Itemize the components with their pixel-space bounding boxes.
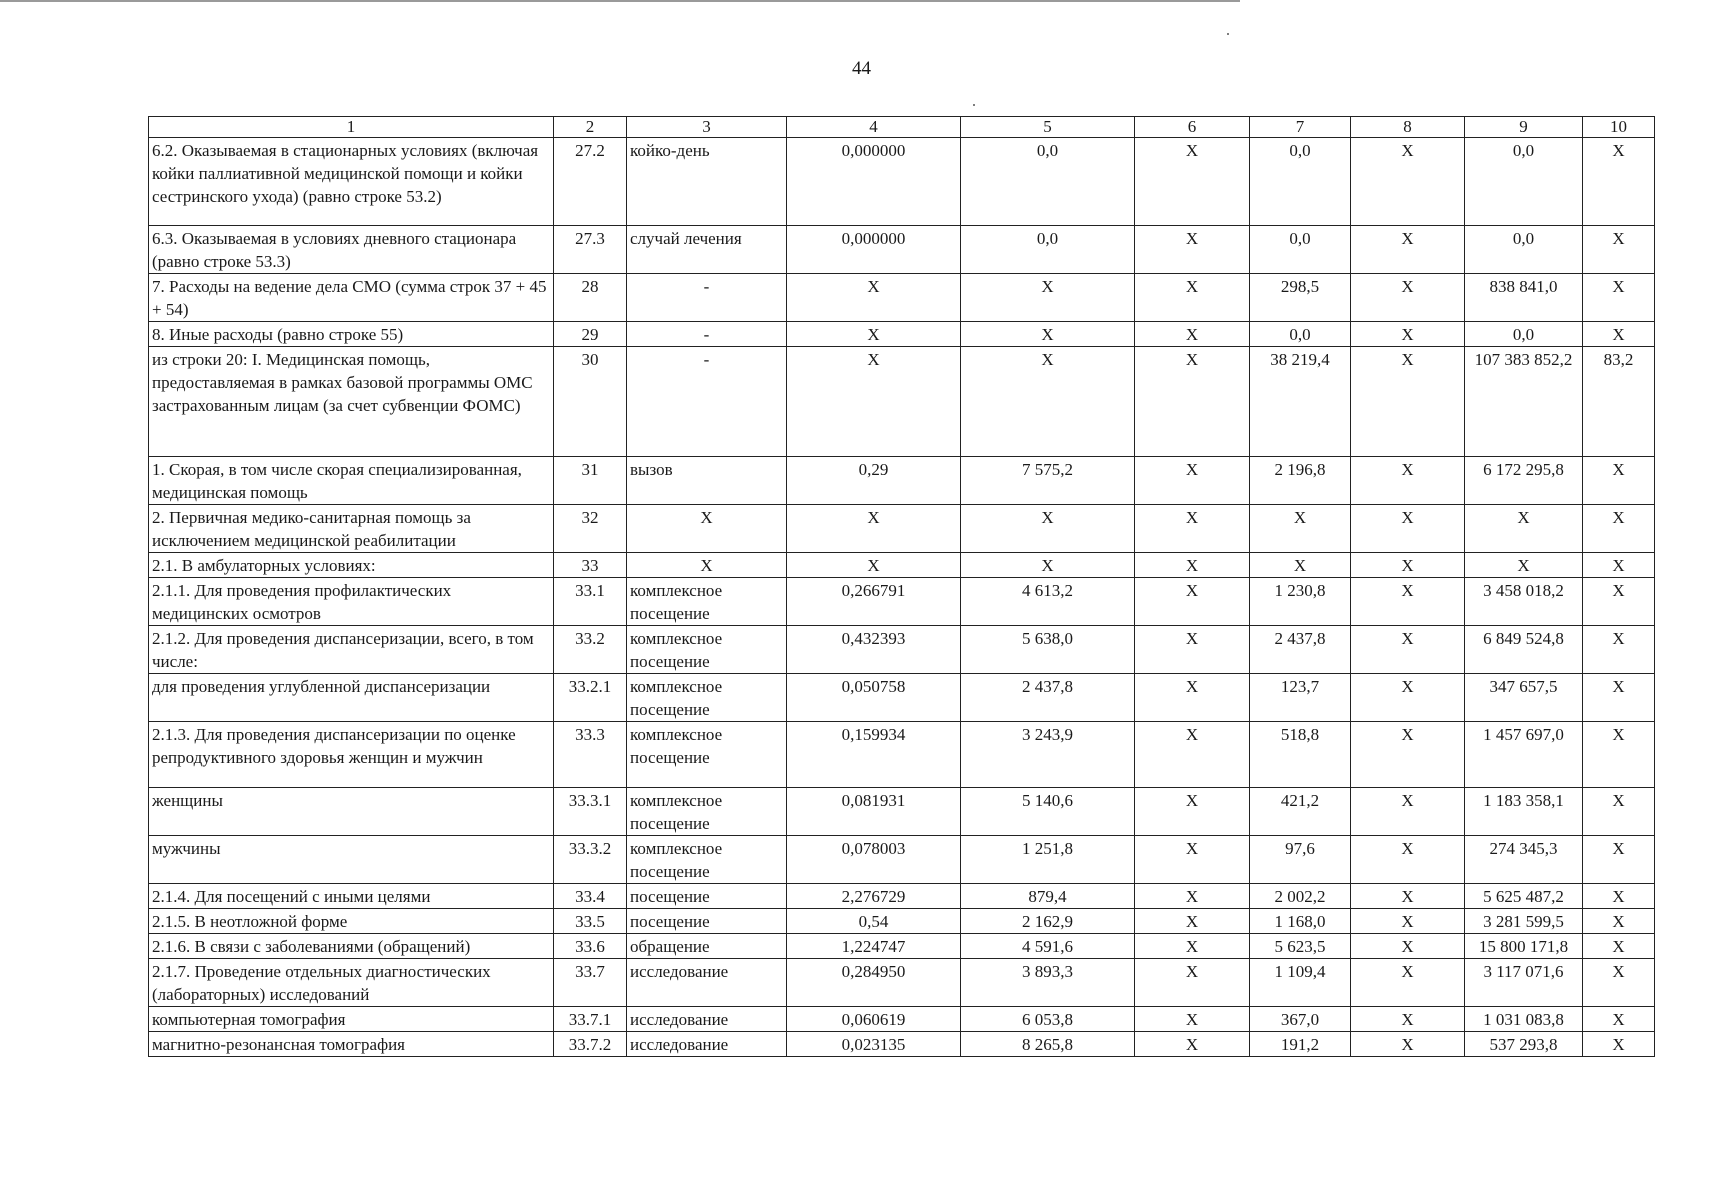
table-row <box>149 578 1655 626</box>
per-capita: 1 109,4 <box>1250 959 1351 1007</box>
cost-per-unit: X <box>961 322 1135 347</box>
unit: X <box>627 505 787 553</box>
col-8: X <box>1351 626 1465 674</box>
column-number: 8 <box>1351 117 1465 138</box>
col-6: X <box>1135 347 1250 457</box>
share-percent: X <box>1583 1032 1655 1057</box>
row-code: 33.2.1 <box>554 674 627 722</box>
row-code: 33.7.2 <box>554 1032 627 1057</box>
per-capita: 518,8 <box>1250 722 1351 788</box>
col-6: X <box>1135 836 1250 884</box>
row-label: 2.1.5. В неотложной форме <box>149 909 554 934</box>
unit: - <box>627 347 787 457</box>
per-capita: X <box>1250 505 1351 553</box>
col-6: X <box>1135 578 1250 626</box>
total-amount: 0,0 <box>1465 322 1583 347</box>
total-amount: 5 625 487,2 <box>1465 884 1583 909</box>
unit: комплексное посещение <box>627 836 787 884</box>
norm-value: X <box>787 553 961 578</box>
col-6: X <box>1135 553 1250 578</box>
column-number: 3 <box>627 117 787 138</box>
col-8: X <box>1351 457 1465 505</box>
unit: комплексное посещение <box>627 578 787 626</box>
total-amount: 6 172 295,8 <box>1465 457 1583 505</box>
share-percent: X <box>1583 722 1655 788</box>
norm-value: X <box>787 322 961 347</box>
cost-per-unit: X <box>961 553 1135 578</box>
column-number: 10 <box>1583 117 1655 138</box>
share-percent: X <box>1583 553 1655 578</box>
col-8: X <box>1351 959 1465 1007</box>
share-percent: X <box>1583 274 1655 322</box>
table-row <box>149 553 1655 578</box>
unit: исследование <box>627 1007 787 1032</box>
total-amount: X <box>1465 553 1583 578</box>
per-capita: 2 437,8 <box>1250 626 1351 674</box>
norm-value: 0,081931 <box>787 788 961 836</box>
cost-per-unit: 0,0 <box>961 226 1135 274</box>
row-label: 1. Скорая, в том числе скорая специализированная, медицинская помощь <box>149 457 554 505</box>
row-label: из строки 20: I. Медицинская помощь, предоставляемая в рамках базовой программы ОМС застрахованным лицам (за счет субвенции ФОМС) <box>149 347 554 457</box>
per-capita: 298,5 <box>1250 274 1351 322</box>
per-capita: 191,2 <box>1250 1032 1351 1057</box>
col-8: X <box>1351 934 1465 959</box>
row-code: 33.5 <box>554 909 627 934</box>
norm-value: X <box>787 505 961 553</box>
table-row <box>149 674 1655 722</box>
total-amount: 1 457 697,0 <box>1465 722 1583 788</box>
row-label: 2.1.2. Для проведения диспансеризации, всего, в том числе: <box>149 626 554 674</box>
norm-value: 0,050758 <box>787 674 961 722</box>
col-6: X <box>1135 626 1250 674</box>
table-row <box>149 909 1655 934</box>
scan-speck <box>1227 33 1229 35</box>
row-code: 27.2 <box>554 138 627 226</box>
table-row <box>149 959 1655 1007</box>
unit: исследование <box>627 1032 787 1057</box>
total-amount: 0,0 <box>1465 226 1583 274</box>
row-label: 2.1.4. Для посещений с иными целями <box>149 884 554 909</box>
unit: вызов <box>627 457 787 505</box>
table-row <box>149 322 1655 347</box>
row-code: 31 <box>554 457 627 505</box>
row-label: 2.1.3. Для проведения диспансеризации по оценке репродуктивного здоровья женщин и мужчин <box>149 722 554 788</box>
total-amount: 3 458 018,2 <box>1465 578 1583 626</box>
norm-value: 0,000000 <box>787 226 961 274</box>
norm-value: X <box>787 274 961 322</box>
table-row <box>149 274 1655 322</box>
share-percent: X <box>1583 788 1655 836</box>
col-8: X <box>1351 722 1465 788</box>
unit: койко-день <box>627 138 787 226</box>
table-row <box>149 788 1655 836</box>
share-percent: X <box>1583 578 1655 626</box>
share-percent: X <box>1583 884 1655 909</box>
norm-value: 0,023135 <box>787 1032 961 1057</box>
per-capita: 367,0 <box>1250 1007 1351 1032</box>
col-8: X <box>1351 1007 1465 1032</box>
column-number: 9 <box>1465 117 1583 138</box>
norm-value: 2,276729 <box>787 884 961 909</box>
col-8: X <box>1351 578 1465 626</box>
col-6: X <box>1135 674 1250 722</box>
norm-value: 0,159934 <box>787 722 961 788</box>
unit: исследование <box>627 959 787 1007</box>
column-number: 2 <box>554 117 627 138</box>
unit: - <box>627 274 787 322</box>
column-number: 7 <box>1250 117 1351 138</box>
per-capita: 2 196,8 <box>1250 457 1351 505</box>
row-code: 33.4 <box>554 884 627 909</box>
norm-value: X <box>787 347 961 457</box>
row-label: мужчины <box>149 836 554 884</box>
col-6: X <box>1135 722 1250 788</box>
norm-value: 0,284950 <box>787 959 961 1007</box>
cost-per-unit: X <box>961 347 1135 457</box>
column-number: 5 <box>961 117 1135 138</box>
data-table <box>148 116 1655 1057</box>
norm-value: 0,432393 <box>787 626 961 674</box>
norm-value: 1,224747 <box>787 934 961 959</box>
total-amount: 3 117 071,6 <box>1465 959 1583 1007</box>
col-8: X <box>1351 836 1465 884</box>
col-6: X <box>1135 934 1250 959</box>
per-capita: 97,6 <box>1250 836 1351 884</box>
total-amount: 347 657,5 <box>1465 674 1583 722</box>
share-percent: X <box>1583 959 1655 1007</box>
total-amount: 107 383 852,2 <box>1465 347 1583 457</box>
col-8: X <box>1351 1032 1465 1057</box>
col-6: X <box>1135 457 1250 505</box>
total-amount: 1 183 358,1 <box>1465 788 1583 836</box>
row-label: 2. Первичная медико-санитарная помощь за исключением медицинской реабилитации <box>149 505 554 553</box>
unit: посещение <box>627 909 787 934</box>
norm-value: 0,078003 <box>787 836 961 884</box>
unit: обращение <box>627 934 787 959</box>
table-row <box>149 138 1655 226</box>
col-8: X <box>1351 884 1465 909</box>
col-6: X <box>1135 138 1250 226</box>
row-code: 33 <box>554 553 627 578</box>
cost-per-unit: 0,0 <box>961 138 1135 226</box>
cost-per-unit: X <box>961 274 1135 322</box>
col-6: X <box>1135 788 1250 836</box>
col-8: X <box>1351 322 1465 347</box>
norm-value: 0,29 <box>787 457 961 505</box>
row-code: 32 <box>554 505 627 553</box>
unit: комплексное посещение <box>627 674 787 722</box>
per-capita: 5 623,5 <box>1250 934 1351 959</box>
row-label: 7. Расходы на ведение дела СМО (сумма строк 37 + 45 + 54) <box>149 274 554 322</box>
share-percent: X <box>1583 626 1655 674</box>
row-code: 33.3.2 <box>554 836 627 884</box>
cost-per-unit: 7 575,2 <box>961 457 1135 505</box>
col-6: X <box>1135 1032 1250 1057</box>
norm-value: 0,266791 <box>787 578 961 626</box>
total-amount: 838 841,0 <box>1465 274 1583 322</box>
row-code: 33.2 <box>554 626 627 674</box>
table-row <box>149 457 1655 505</box>
row-code: 33.3.1 <box>554 788 627 836</box>
share-percent: X <box>1583 457 1655 505</box>
per-capita: 0,0 <box>1250 322 1351 347</box>
unit: случай лечения <box>627 226 787 274</box>
total-amount: 537 293,8 <box>1465 1032 1583 1057</box>
column-number: 1 <box>149 117 554 138</box>
per-capita: 0,0 <box>1250 226 1351 274</box>
per-capita: 2 002,2 <box>1250 884 1351 909</box>
table-row <box>149 836 1655 884</box>
table-row <box>149 934 1655 959</box>
col-6: X <box>1135 1007 1250 1032</box>
row-code: 33.7.1 <box>554 1007 627 1032</box>
row-code: 33.3 <box>554 722 627 788</box>
row-label: 8. Иные расходы (равно строке 55) <box>149 322 554 347</box>
col-8: X <box>1351 788 1465 836</box>
per-capita: 1 230,8 <box>1250 578 1351 626</box>
share-percent: X <box>1583 934 1655 959</box>
table-row <box>149 1032 1655 1057</box>
col-8: X <box>1351 274 1465 322</box>
table-row <box>149 226 1655 274</box>
share-percent: 83,2 <box>1583 347 1655 457</box>
col-6: X <box>1135 274 1250 322</box>
per-capita: X <box>1250 553 1351 578</box>
table-row <box>149 505 1655 553</box>
cost-per-unit: 1 251,8 <box>961 836 1135 884</box>
table-row <box>149 1007 1655 1032</box>
cost-per-unit: 5 638,0 <box>961 626 1135 674</box>
row-code: 28 <box>554 274 627 322</box>
table-row <box>149 626 1655 674</box>
share-percent: X <box>1583 674 1655 722</box>
cost-per-unit: 2 162,9 <box>961 909 1135 934</box>
table-row <box>149 722 1655 788</box>
table-row <box>149 884 1655 909</box>
norm-value: 0,060619 <box>787 1007 961 1032</box>
cost-per-unit: 5 140,6 <box>961 788 1135 836</box>
total-amount: 6 849 524,8 <box>1465 626 1583 674</box>
share-percent: X <box>1583 1007 1655 1032</box>
cost-per-unit: 8 265,8 <box>961 1032 1135 1057</box>
cost-per-unit: X <box>961 505 1135 553</box>
col-6: X <box>1135 884 1250 909</box>
unit: комплексное посещение <box>627 626 787 674</box>
col-6: X <box>1135 959 1250 1007</box>
column-number: 6 <box>1135 117 1250 138</box>
row-label: 6.3. Оказываемая в условиях дневного стационара (равно строке 53.3) <box>149 226 554 274</box>
col-8: X <box>1351 909 1465 934</box>
col-8: X <box>1351 674 1465 722</box>
share-percent: X <box>1583 138 1655 226</box>
row-label: 2.1.1. Для проведения профилактических медицинских осмотров <box>149 578 554 626</box>
total-amount: 3 281 599,5 <box>1465 909 1583 934</box>
row-label: компьютерная томография <box>149 1007 554 1032</box>
page-number: 44 <box>852 58 871 79</box>
total-amount: 274 345,3 <box>1465 836 1583 884</box>
norm-value: 0,54 <box>787 909 961 934</box>
col-6: X <box>1135 505 1250 553</box>
share-percent: X <box>1583 226 1655 274</box>
total-amount: 15 800 171,8 <box>1465 934 1583 959</box>
row-code: 29 <box>554 322 627 347</box>
share-percent: X <box>1583 909 1655 934</box>
unit: - <box>627 322 787 347</box>
per-capita: 38 219,4 <box>1250 347 1351 457</box>
row-code: 33.1 <box>554 578 627 626</box>
row-label: магнитно-резонансная томография <box>149 1032 554 1057</box>
row-code: 30 <box>554 347 627 457</box>
row-label: 2.1. В амбулаторных условиях: <box>149 553 554 578</box>
scan-top-edge <box>0 0 1240 2</box>
per-capita: 1 168,0 <box>1250 909 1351 934</box>
share-percent: X <box>1583 836 1655 884</box>
table-row <box>149 347 1655 457</box>
col-6: X <box>1135 322 1250 347</box>
col-6: X <box>1135 909 1250 934</box>
col-8: X <box>1351 226 1465 274</box>
cost-per-unit: 6 053,8 <box>961 1007 1135 1032</box>
row-label: 6.2. Оказываемая в стационарных условиях (включая койки паллиативной медицинской помощи и койки сестринского ухода) (равно строке 53.2) <box>149 138 554 226</box>
cost-per-unit: 4 613,2 <box>961 578 1135 626</box>
col-8: X <box>1351 553 1465 578</box>
unit: комплексное посещение <box>627 722 787 788</box>
row-code: 33.6 <box>554 934 627 959</box>
per-capita: 123,7 <box>1250 674 1351 722</box>
per-capita: 421,2 <box>1250 788 1351 836</box>
row-label: для проведения углубленной диспансеризации <box>149 674 554 722</box>
cost-per-unit: 879,4 <box>961 884 1135 909</box>
col-8: X <box>1351 505 1465 553</box>
column-number: 4 <box>787 117 961 138</box>
row-code: 27.3 <box>554 226 627 274</box>
unit: X <box>627 553 787 578</box>
cost-per-unit: 4 591,6 <box>961 934 1135 959</box>
col-8: X <box>1351 347 1465 457</box>
total-amount: X <box>1465 505 1583 553</box>
unit: комплексное посещение <box>627 788 787 836</box>
total-amount: 0,0 <box>1465 138 1583 226</box>
row-label: женщины <box>149 788 554 836</box>
scan-speck <box>973 104 975 106</box>
col-8: X <box>1351 138 1465 226</box>
unit: посещение <box>627 884 787 909</box>
row-code: 33.7 <box>554 959 627 1007</box>
cost-per-unit: 3 893,3 <box>961 959 1135 1007</box>
share-percent: X <box>1583 505 1655 553</box>
cost-per-unit: 3 243,9 <box>961 722 1135 788</box>
share-percent: X <box>1583 322 1655 347</box>
row-label: 2.1.6. В связи с заболеваниями (обращений) <box>149 934 554 959</box>
column-number-row <box>149 117 1655 138</box>
total-amount: 1 031 083,8 <box>1465 1007 1583 1032</box>
col-6: X <box>1135 226 1250 274</box>
norm-value: 0,000000 <box>787 138 961 226</box>
row-label: 2.1.7. Проведение отдельных диагностических (лабораторных) исследований <box>149 959 554 1007</box>
per-capita: 0,0 <box>1250 138 1351 226</box>
cost-per-unit: 2 437,8 <box>961 674 1135 722</box>
